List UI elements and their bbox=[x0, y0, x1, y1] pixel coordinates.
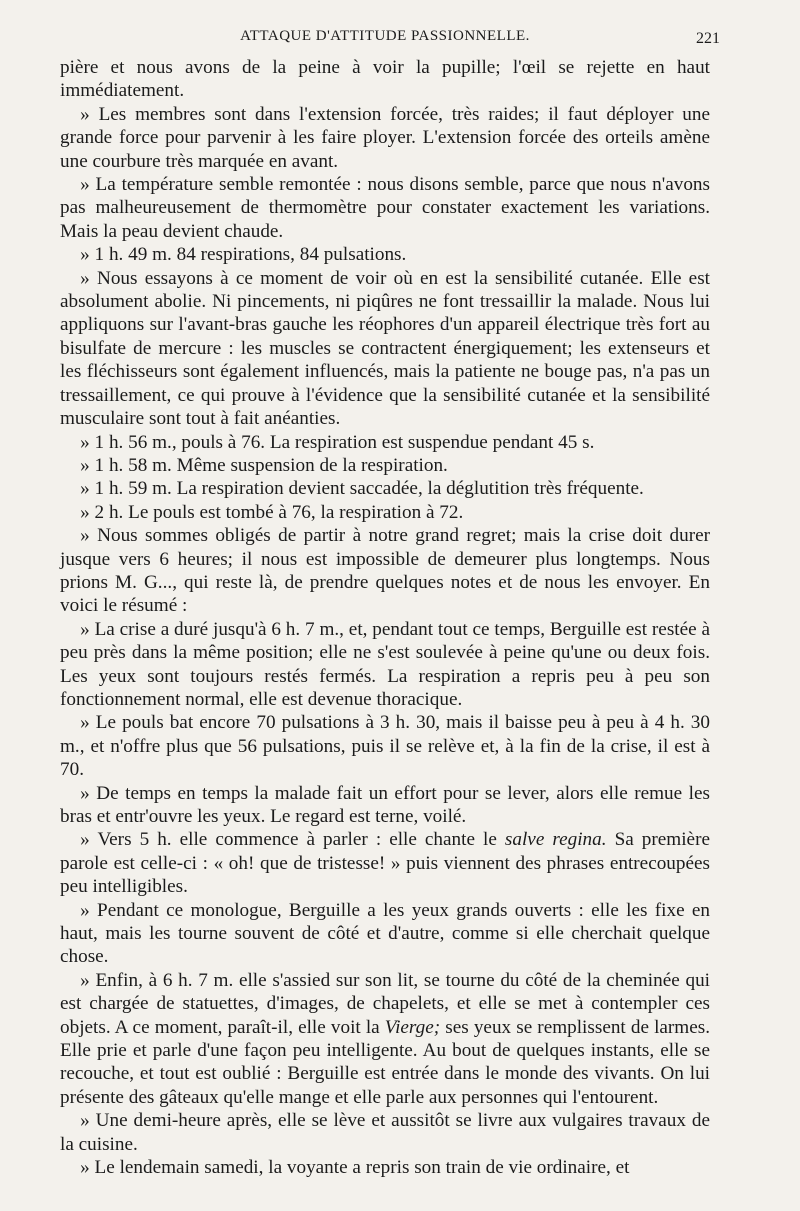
paragraph: » 1 h. 58 m. Même suspension de la respiration. bbox=[80, 454, 448, 476]
paragraph: » Les membres sont dans l'extension forcée, très raides; il faut déployer une grande force pour parvenir à les faire ployer. L'extension forcée des orteils amène une courbure très marquée en avant. bbox=[60, 103, 710, 172]
paragraph bbox=[60, 828, 710, 898]
body-text bbox=[60, 56, 710, 1180]
paragraph: » La crise a duré jusqu'à 6 h. 7 m., et, pendant tout ce temps, Berguille est restée à peu près dans la même position; elle ne s'est soulevée à peine qu'une ou deux fois. Les yeux sont toujours restés fermés. La respiration a repris peu à peu son fonctionnement normal, elle est devenue thoracique. bbox=[60, 618, 710, 710]
paragraph: » 1 h. 49 m. 84 respirations, 84 pulsations. bbox=[80, 244, 407, 266]
paragraph bbox=[60, 969, 710, 1109]
paragraph: » Nous essayons à ce moment de voir où en est la sensibilité cutanée. Elle est absolument abolie. Ni pincements, ni piqûres ne font tressaillir la malade. Nous lui appliquons sur l'avant-bras gauche les réophores d'un appareil électrique très fort au bisulfate de mercure : les muscles se contractent énergiquement; les extenseurs et les fléchisseurs sont également influencés, mais la patiente ne bouge pas, n'a pas un tressaillement, ce qui prouve à l'évidence que la sensibilité cutanée et la sensibilité musculaire sont tout à fait anéanties. bbox=[60, 267, 710, 430]
italic-text: Vierge; bbox=[384, 1016, 441, 1038]
text-run: ses yeux se remplissent de larmes. Elle prie et parle d'une façon peu intelligente. Au bout de quelques instants, elle se recouche, et tout est oublié : Berguille est entrée dans le monde des vivants. On lui présente des gâteaux qu'elle mange et elle parle aux personnes qui l'entourent. bbox=[60, 1016, 711, 1108]
italic-text: salve regina. bbox=[504, 829, 607, 851]
paragraph: » Nous sommes obligés de partir à notre grand regret; mais la crise doit durer jusque vers 6 heures; il nous est impossible de demeurer plus longtemps. Nous prions M. G..., qui reste là, de prendre quelques notes et de nous les envoyer. En voici le résumé : bbox=[60, 525, 710, 617]
text-run: » Vers 5 h. elle commence à parler : elle chante le bbox=[80, 829, 505, 851]
text-run: Sa première parole est celle-ci : « oh! que de tristesse! » puis viennent des phrases entrecoupées peu intelligibles. bbox=[60, 829, 710, 898]
paragraph: » 1 h. 59 m. La respiration devient saccadée, la déglutition très fréquente. bbox=[80, 478, 644, 500]
paragraph: » Le pouls bat encore 70 pulsations à 3 h. 30, mais il baisse peu à peu à 4 h. 30 m., et n'offre plus que 56 pulsations, puis il se relève et, à la fin de la crise, il est à 70. bbox=[60, 712, 710, 781]
paragraph: » La température semble remontée : nous disons semble, parce que nous n'avons pas malheureusement de thermomètre pour constater exactement les variations. Mais la peau devient chaude. bbox=[60, 174, 710, 242]
text-run: » Enfin, à 6 h. 7 m. elle s'assied sur son lit, se tourne du côté de la cheminée qui est chargée de statuettes, d'images, de chapelets, et elle se met à contempler ces objets. A ce moment, paraît-il, elle voit la bbox=[60, 969, 710, 1038]
paragraph: » De temps en temps la malade fait un effort pour se lever, alors elle remue les bras et entr'ouvre les yeux. Le regard est terne, voilé. bbox=[60, 782, 710, 827]
page-number: 221 bbox=[696, 30, 720, 47]
paragraph: » Une demi-heure après, elle se lève et aussitôt se livre aux vulgaires travaux de la cuisine. bbox=[60, 1110, 710, 1155]
running-head bbox=[60, 22, 720, 56]
running-title: ATTAQUE D'ATTITUDE PASSIONNELLE. bbox=[240, 28, 530, 44]
paragraph: » Pendant ce monologue, Berguille a les yeux grands ouverts : elle les fixe en haut, mais les tourne souvent de côté et d'autre, comme si elle cherchait quelque chose. bbox=[60, 899, 710, 968]
paragraph: » 1 h. 56 m., pouls à 76. La respiration est suspendue pendant 45 s. bbox=[80, 431, 595, 453]
paragraph: pière et nous avons de la peine à voir la pupille; l'œil se rejette en haut immédiatement. bbox=[60, 57, 710, 102]
paragraph: » Le lendemain samedi, la voyante a repris son train de vie ordinaire, et bbox=[80, 1157, 630, 1179]
paragraph: » 2 h. Le pouls est tombé à 76, la respiration à 72. bbox=[80, 501, 464, 523]
